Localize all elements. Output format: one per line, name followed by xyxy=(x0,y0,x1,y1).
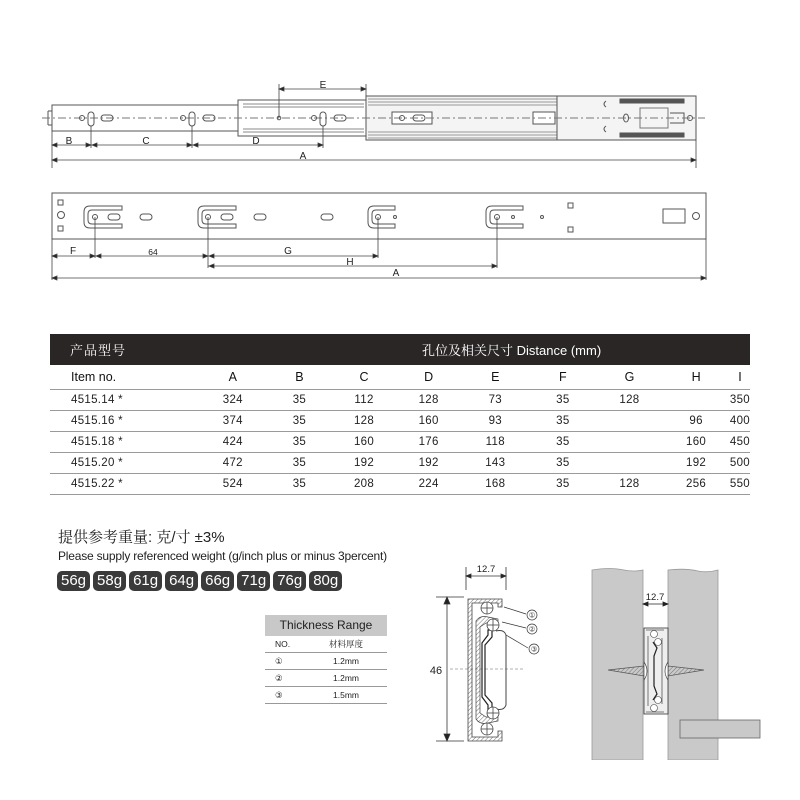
cell-item: 4515.16 * xyxy=(50,410,199,431)
cell-c: 208 xyxy=(332,473,396,494)
col-f: F xyxy=(529,365,597,389)
cell-h xyxy=(662,389,730,410)
weight-title-en: Please supply referenced weight (g/inch plus or minus 3percent) xyxy=(58,549,387,563)
cell-h: 256 xyxy=(662,473,730,494)
inner-member-hole-diagram xyxy=(0,180,800,290)
thickness-value: 1.2mm xyxy=(333,656,359,666)
cell-b: 35 xyxy=(267,452,333,473)
dim-label-d: D xyxy=(252,136,260,147)
table-row xyxy=(50,389,750,410)
cell-c: 192 xyxy=(332,452,396,473)
weight-title-cn: 提供参考重量: 克/寸 ±3% xyxy=(58,529,225,546)
cell-f: 35 xyxy=(529,389,597,410)
cell-e: 73 xyxy=(461,389,529,410)
weight-chip: 71g xyxy=(237,571,270,591)
table-row xyxy=(50,410,750,431)
cell-f: 35 xyxy=(529,410,597,431)
thickness-row xyxy=(265,653,387,670)
cell-g xyxy=(597,431,663,452)
cell-h: 96 xyxy=(662,410,730,431)
cell-item: 4515.14 * xyxy=(50,389,199,410)
cell-i: 350 xyxy=(730,389,750,410)
cell-a: 374 xyxy=(199,410,267,431)
spec-table-header-bar xyxy=(50,334,750,365)
cell-a: 424 xyxy=(199,431,267,452)
cross-section-diagram xyxy=(420,555,570,755)
thickness-title: Thickness Range xyxy=(265,615,387,636)
col-i: I xyxy=(730,365,750,389)
thickness-no: ② xyxy=(275,673,283,683)
dim-label-a-top: A xyxy=(299,151,307,162)
callout-2: ② xyxy=(528,626,536,634)
table-row xyxy=(50,431,750,452)
weight-chip: 56g xyxy=(57,571,90,591)
cell-h: 160 xyxy=(662,431,730,452)
thickness-value: 1.2mm xyxy=(333,673,359,683)
header-distance: 孔位及相关尺寸 Distance (mm) xyxy=(422,343,602,358)
cell-h: 192 xyxy=(662,452,730,473)
thickness-col-material: 材料厚度 xyxy=(328,639,363,649)
spec-table xyxy=(50,334,750,495)
cell-d: 160 xyxy=(396,410,462,431)
section-height-label: 46 xyxy=(429,665,443,677)
dim-label-64: 64 xyxy=(148,247,158,257)
header-product-model: 产品型号 xyxy=(70,343,127,358)
weight-chip: 61g xyxy=(129,571,162,591)
dim-label-b: B xyxy=(65,136,73,147)
cell-g: 128 xyxy=(597,389,663,410)
callout-3: ③ xyxy=(530,646,538,654)
cell-c: 128 xyxy=(332,410,396,431)
col-item-no: Item no. xyxy=(50,365,199,389)
dim-label-c: C xyxy=(142,136,150,147)
thickness-col-no: NO. xyxy=(275,639,291,649)
thickness-header-row xyxy=(265,636,387,653)
cell-d: 224 xyxy=(396,473,462,494)
thickness-table xyxy=(265,615,387,704)
dim-label-g: G xyxy=(284,246,292,257)
cell-item: 4515.22 * xyxy=(50,473,199,494)
col-c: C xyxy=(332,365,396,389)
dim-label-h: H xyxy=(346,257,354,268)
cell-i: 400 xyxy=(730,410,750,431)
dim-label-a-mid: A xyxy=(392,268,400,279)
col-h: H xyxy=(662,365,730,389)
gap-label: 12.7 xyxy=(645,592,665,603)
dim-label-e: E xyxy=(319,80,327,91)
cell-f: 35 xyxy=(529,452,597,473)
weight-chip: 76g xyxy=(273,571,306,591)
cell-g: 128 xyxy=(597,473,663,494)
cell-c: 112 xyxy=(332,389,396,410)
section-width-label: 12.7 xyxy=(476,564,496,575)
thickness-value: 1.5mm xyxy=(333,690,359,700)
cell-b: 35 xyxy=(267,389,333,410)
cell-e: 143 xyxy=(461,452,529,473)
weight-chip: 58g xyxy=(93,571,126,591)
col-b: B xyxy=(267,365,333,389)
thickness-row xyxy=(265,670,387,687)
weight-chip: 66g xyxy=(201,571,234,591)
cell-b: 35 xyxy=(267,473,333,494)
thickness-no: ① xyxy=(275,656,283,666)
col-e: E xyxy=(461,365,529,389)
cell-i: 450 xyxy=(730,431,750,452)
dim-label-f: F xyxy=(69,246,77,257)
cell-d: 176 xyxy=(396,431,462,452)
table-row xyxy=(50,473,750,494)
thickness-no: ③ xyxy=(275,690,283,700)
spec-table-column-headers xyxy=(50,365,750,389)
col-a: A xyxy=(199,365,267,389)
cell-f: 35 xyxy=(529,431,597,452)
cell-a: 472 xyxy=(199,452,267,473)
cell-g xyxy=(597,410,663,431)
cell-c: 160 xyxy=(332,431,396,452)
slide-side-view-diagram xyxy=(0,0,800,180)
cell-a: 324 xyxy=(199,389,267,410)
col-d: D xyxy=(396,365,462,389)
cell-d: 192 xyxy=(396,452,462,473)
cell-b: 35 xyxy=(267,410,333,431)
cell-d: 128 xyxy=(396,389,462,410)
cell-e: 93 xyxy=(461,410,529,431)
table-row xyxy=(50,452,750,473)
weight-chip: 64g xyxy=(165,571,198,591)
cell-b: 35 xyxy=(267,431,333,452)
cell-f: 35 xyxy=(529,473,597,494)
weight-chip: 80g xyxy=(309,571,342,591)
weight-options xyxy=(57,571,342,591)
cell-a: 524 xyxy=(199,473,267,494)
cell-item: 4515.18 * xyxy=(50,431,199,452)
cell-i: 550 xyxy=(730,473,750,494)
cell-g xyxy=(597,452,663,473)
col-g: G xyxy=(597,365,663,389)
callout-1: ① xyxy=(528,612,536,620)
thickness-row xyxy=(265,687,387,704)
cell-i: 500 xyxy=(730,452,750,473)
cell-e: 168 xyxy=(461,473,529,494)
cell-item: 4515.20 * xyxy=(50,452,199,473)
cell-e: 118 xyxy=(461,431,529,452)
installation-diagram xyxy=(580,560,780,760)
